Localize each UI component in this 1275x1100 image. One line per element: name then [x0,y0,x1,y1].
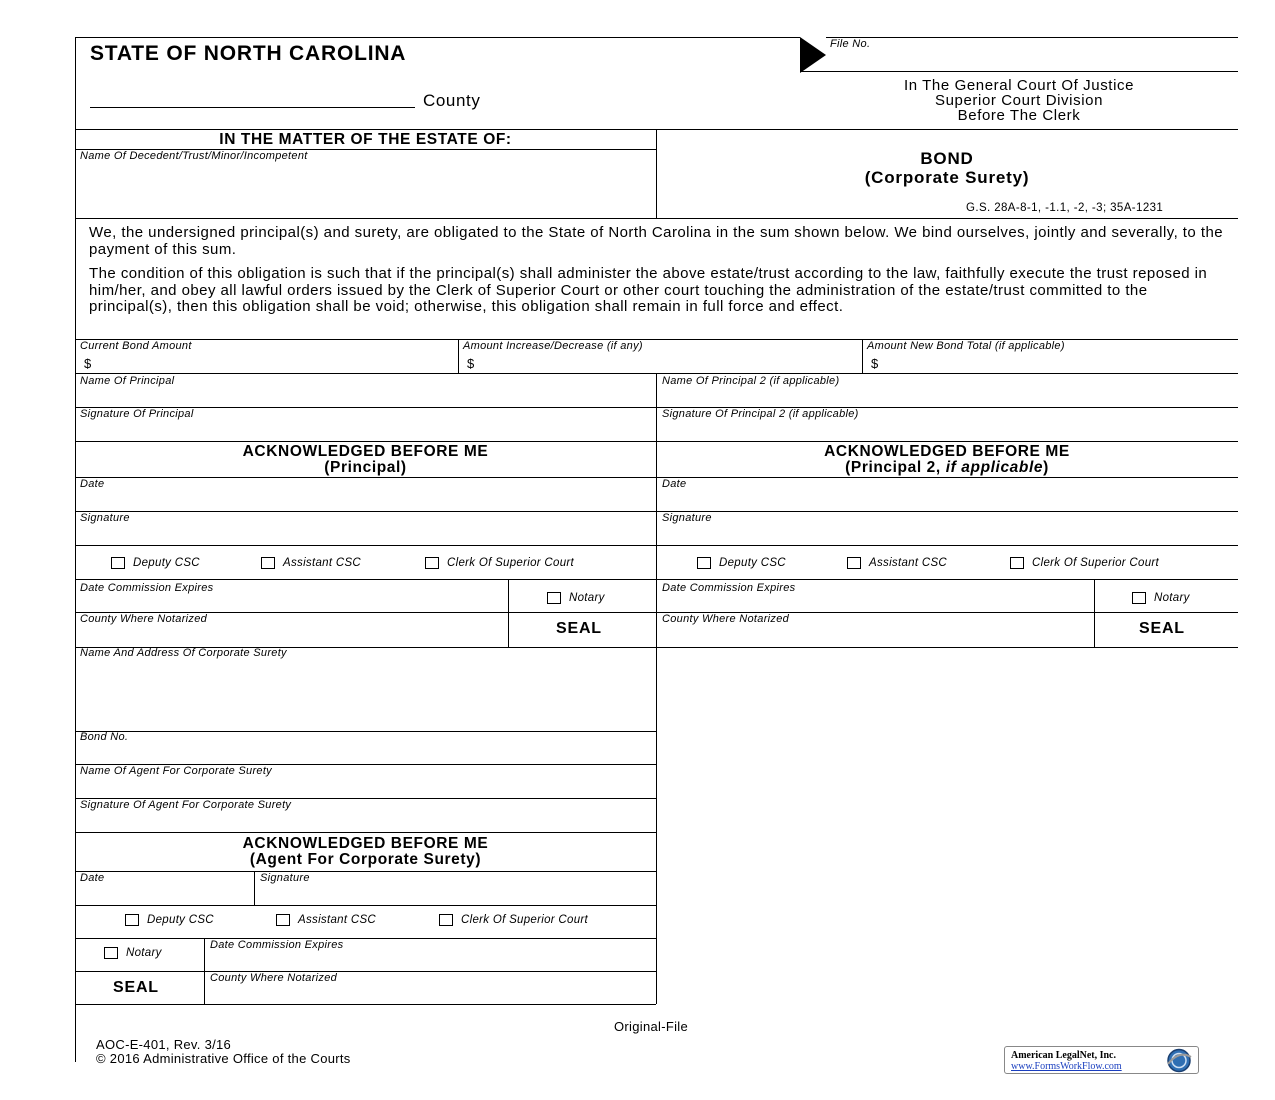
checkbox-box[interactable] [111,557,125,569]
original-file-label: Original-File [614,1019,688,1034]
checkbox-box[interactable] [547,592,561,604]
ack-signature-label: Signature [80,512,130,524]
seal-label-2: SEAL [1139,620,1185,637]
ack-signature-label: Signature [662,512,712,524]
current-bond-field[interactable] [96,354,451,371]
ack-principal-signature-field[interactable] [80,527,650,543]
new-total-field[interactable] [883,354,1233,371]
increase-label: Amount Increase/Decrease (if any) [463,340,643,352]
checkbox-box[interactable] [261,557,275,569]
county-label: County [423,91,481,110]
date-commission-label-2: Date Commission Expires [662,582,796,594]
principal-signature-label: Signature Of Principal [80,408,194,420]
deputy-csc-checkbox-2[interactable]: Deputy CSC [697,557,786,569]
checkbox-box[interactable] [276,914,290,926]
ack-principal-heading: ACKNOWLEDGED BEFORE ME (Principal) [242,443,489,476]
principal2-signature-label: Signature Of Principal 2 (if applicable) [662,408,859,420]
bond-no-field[interactable] [80,746,650,762]
file-no-arrow-icon [800,37,826,73]
principal-name-label: Name Of Principal [80,375,175,387]
agent-ack-date-field[interactable] [80,887,248,903]
statute-reference: G.S. 28A-8-1, -1.1, -2, -3; 35A-1231 [966,202,1164,214]
agent-signature-label: Signature Of Agent For Corporate Surety [80,799,292,811]
deputy-csc-checkbox[interactable]: Deputy CSC [111,557,200,569]
principal-name-field[interactable] [80,390,650,406]
agent-clerk-checkbox[interactable]: Clerk Of Superior Court [439,914,588,926]
ack-principal-date-field[interactable] [80,493,650,509]
assistant-csc-checkbox[interactable]: Assistant CSC [261,557,361,569]
condition-paragraph: The condition of this obligation is such that if the principal(s) shall administer the above estate/trust according to the law, faithfully execute the trust reposed in him/her, and obey all lawful orders issued by the Clerk of Superior Court or other court touching the administration of the estate/trust committed to the principal(s), then this obligation shall be void; otherwise, this obligation shall remain in full force and effect. [89,265,1208,315]
checkbox-box[interactable] [104,947,118,959]
agent-ack-signature-label: Signature [260,872,310,884]
notary-checkbox[interactable]: Notary [547,592,605,604]
agent-ack-signature-field[interactable] [260,887,650,903]
matter-heading: IN THE MATTER OF THE ESTATE OF: [219,131,512,148]
vendor-logo-icon [1162,1048,1196,1073]
date-commission-field-2[interactable] [662,596,1087,610]
principal2-name-label: Name Of Principal 2 (if applicable) [662,375,840,387]
ack-principal2-date-field[interactable] [662,493,1232,509]
county-notarized-field[interactable] [80,628,502,644]
vendor-badge[interactable] [1004,1046,1199,1074]
currency-symbol: $ [467,356,475,371]
checkbox-box[interactable] [847,557,861,569]
state-title: STATE OF NORTH CAROLINA [90,42,407,65]
agent-name-label: Name Of Agent For Corporate Surety [80,765,272,777]
vendor-name: American LegalNet, Inc. [1011,1050,1116,1061]
bond-no-label: Bond No. [80,731,129,743]
date-commission-label: Date Commission Expires [80,582,214,594]
ack-agent-heading: ACKNOWLEDGED BEFORE ME (Agent For Corporate Surety) [242,835,489,868]
obligation-paragraph: We, the undersigned principal(s) and surety, are obligated to the State of North Carolina in the sum shown below. We bind ourselves, jointly and severally, to the payment of this sum. [89,224,1224,258]
decedent-name-field[interactable] [80,166,650,214]
currency-symbol: $ [84,356,92,371]
decedent-name-label: Name Of Decedent/Trust/Minor/Incompetent [80,150,308,162]
current-bond-label: Current Bond Amount [80,340,192,352]
form-number: AOC-E-401, Rev. 3/16 [96,1037,232,1052]
principal2-signature-field[interactable] [662,423,1232,439]
agent-seal-label: SEAL [113,979,159,996]
agent-assistant-csc-checkbox[interactable]: Assistant CSC [276,914,376,926]
agent-deputy-csc-checkbox[interactable]: Deputy CSC [125,914,214,926]
ack-date-label: Date [80,478,105,490]
top-border [75,37,800,38]
checkbox-box[interactable] [439,914,453,926]
clerk-checkbox-2[interactable]: Clerk Of Superior Court [1010,557,1159,569]
checkbox-box[interactable] [125,914,139,926]
increase-field[interactable] [479,354,854,371]
ack-principal2-signature-field[interactable] [662,527,1232,543]
file-no-field[interactable] [880,40,1230,68]
principal2-name-field[interactable] [662,390,1232,406]
ack-principal2-heading: ACKNOWLEDGED BEFORE ME (Principal 2, if applicable) [824,443,1070,476]
county-field[interactable] [90,107,415,108]
copyright: © 2016 Administrative Office of the Courts [96,1051,351,1066]
county-notarized-label-2: County Where Notarized [662,613,790,625]
agent-date-commission-field[interactable] [210,954,650,970]
assistant-csc-checkbox-2[interactable]: Assistant CSC [847,557,947,569]
notary-checkbox-2[interactable]: Notary [1132,592,1190,604]
agent-notary-checkbox[interactable]: Notary [104,947,162,959]
checkbox-box[interactable] [1132,592,1146,604]
surety-name-address-label: Name And Address Of Corporate Surety [80,647,287,659]
agent-name-field[interactable] [80,780,650,796]
county-notarized-field-2[interactable] [662,628,1087,644]
clerk-checkbox[interactable]: Clerk Of Superior Court [425,557,574,569]
court-info: In The General Court Of Justice Superior Court Division Before The Clerk [903,77,1135,124]
ack-date-label: Date [662,478,687,490]
left-border [75,37,76,1062]
agent-county-notarized-label: County Where Notarized [210,972,338,984]
agent-ack-date-label: Date [80,872,105,884]
new-total-label: Amount New Bond Total (if applicable) [867,340,1065,352]
date-commission-field[interactable] [80,596,502,610]
form-title: BOND (Corporate Surety) [864,149,1030,187]
surety-name-address-field[interactable] [80,663,650,727]
agent-county-notarized-field[interactable] [210,987,650,1002]
checkbox-box[interactable] [425,557,439,569]
agent-signature-field[interactable] [80,814,650,830]
checkbox-box[interactable] [697,557,711,569]
currency-symbol: $ [871,356,879,371]
vendor-url[interactable]: www.FormsWorkFlow.com [1011,1061,1122,1072]
seal-label: SEAL [556,620,602,637]
principal-signature-field[interactable] [80,423,650,439]
county-notarized-label: County Where Notarized [80,613,208,625]
checkbox-box[interactable] [1010,557,1024,569]
file-no-label: File No. [830,38,871,50]
agent-date-commission-label: Date Commission Expires [210,939,344,951]
